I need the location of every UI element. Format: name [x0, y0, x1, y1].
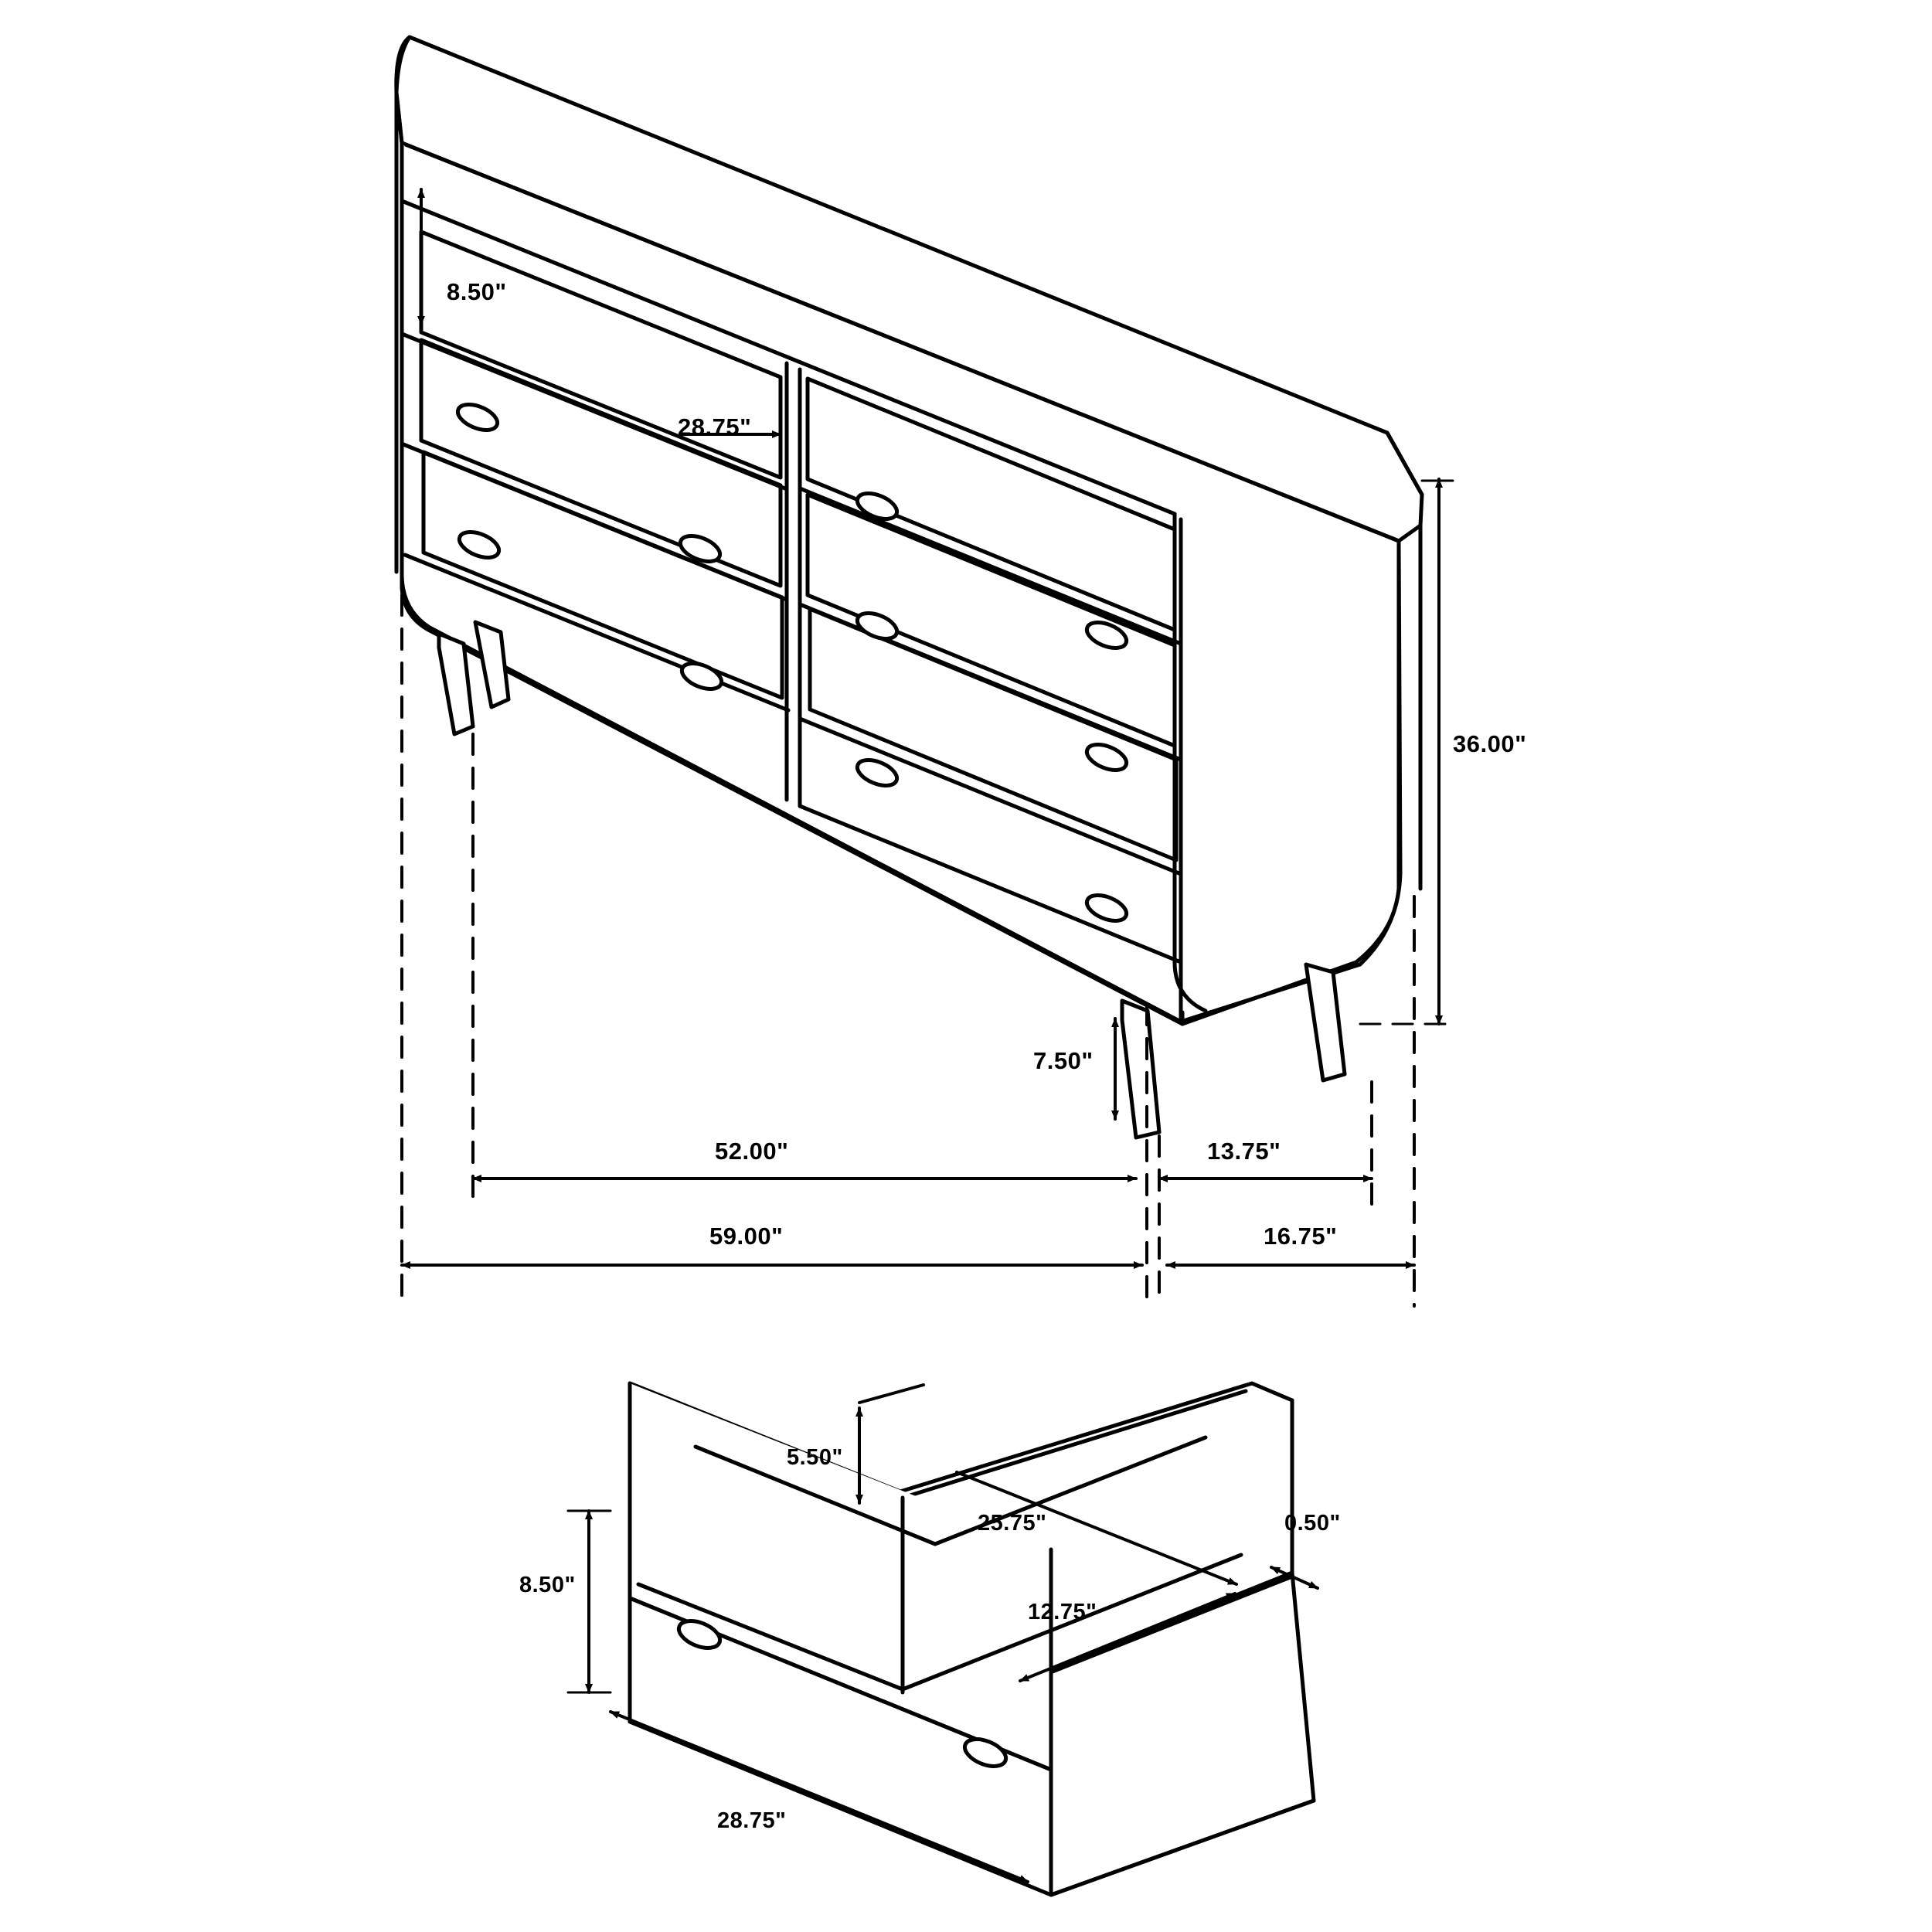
dresser-assembly-view [396, 37, 1453, 1306]
dim-label-overall-width: 59.00" [709, 1223, 784, 1250]
dim-label-drawer-panel-thickness: 0.50" [1284, 1511, 1341, 1536]
dim-label-drawer-front-width: 28.75" [717, 1808, 787, 1833]
dim-label-cabinet-width: 52.00" [715, 1138, 789, 1165]
dim-label-drawer-interior-width: 12.75" [1028, 1600, 1097, 1624]
dim-label-drawer-interior-length: 25.75" [978, 1511, 1047, 1536]
dim-label-overall-height: 36.00" [1453, 730, 1527, 757]
dim-label-drawer-face-height: 8.50" [447, 278, 507, 305]
dim-label-leg-height: 7.50" [1033, 1047, 1094, 1074]
dim-label-drawer-side-height: 8.50" [519, 1573, 576, 1597]
drawer-detail-view [568, 1383, 1318, 1895]
dim-label-overall-depth: 16.75" [1264, 1223, 1338, 1250]
dim-label-drawer-interior-depth: 5.50" [787, 1445, 843, 1470]
dim-label-drawer-face-width: 28.75" [678, 413, 752, 440]
dim-label-cabinet-depth: 13.75" [1207, 1138, 1281, 1165]
